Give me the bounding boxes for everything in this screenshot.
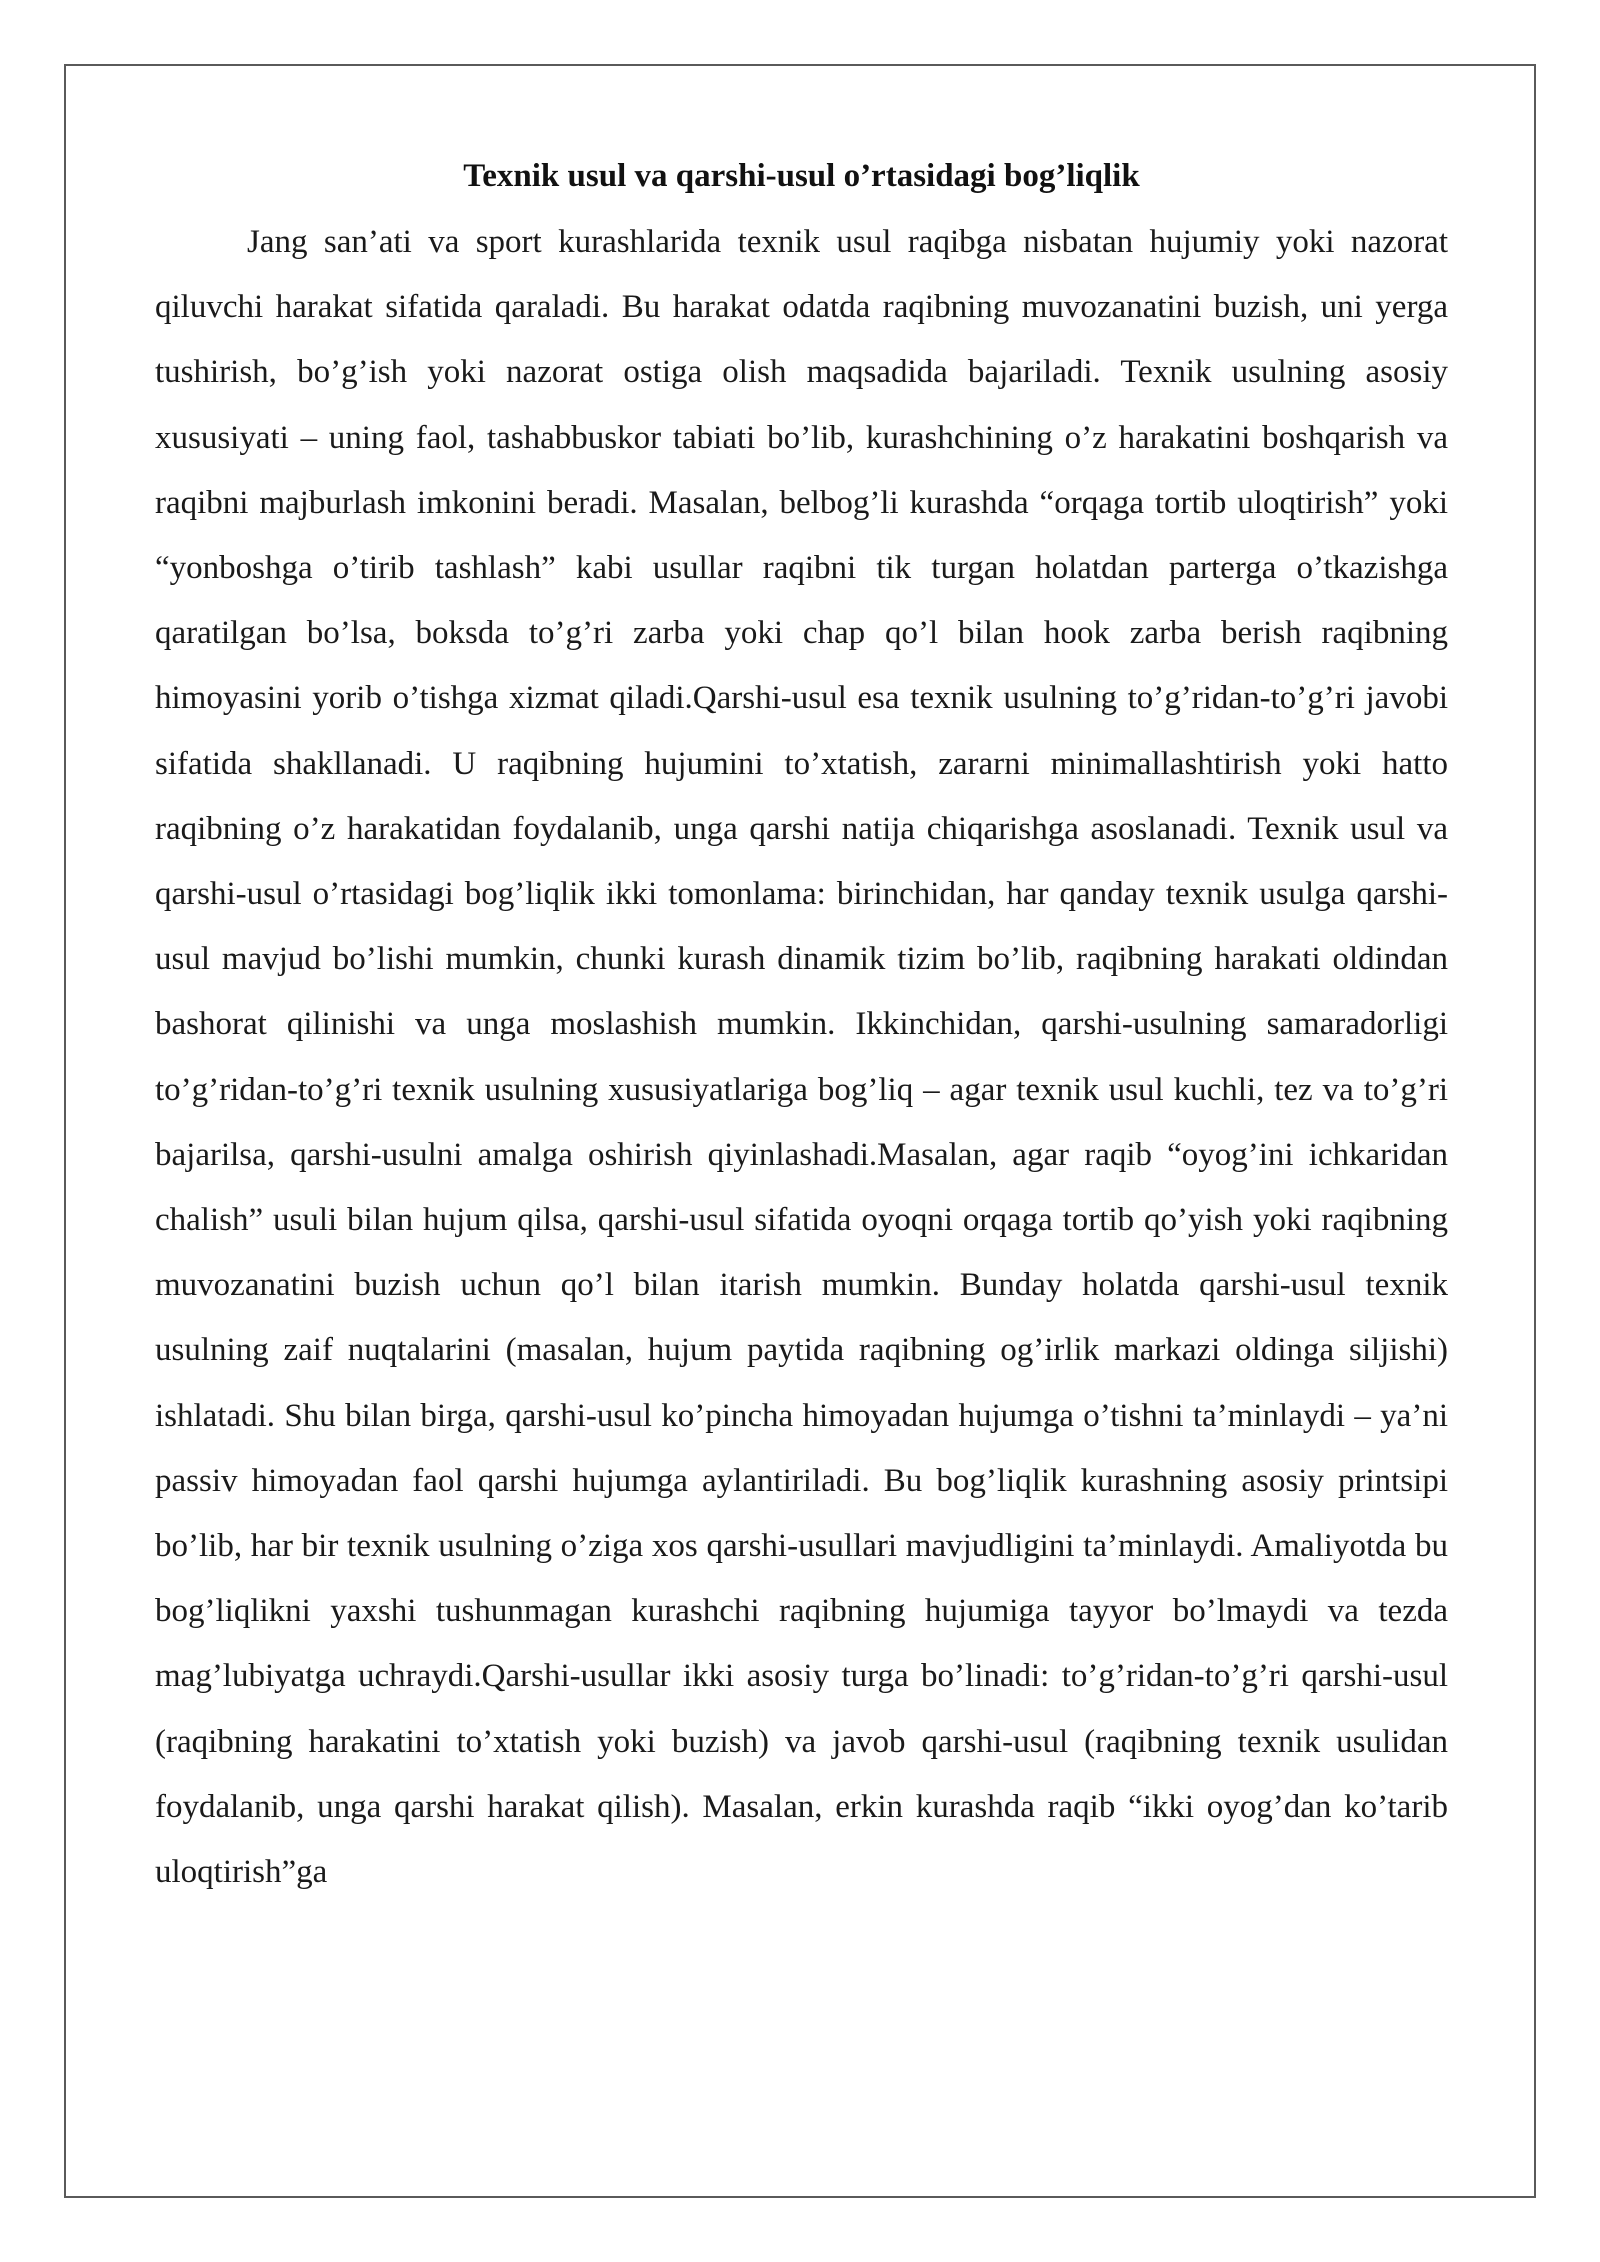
body-paragraph: Jang san’ati va sport kurashlarida texnik usul raqibga nisbatan hujumiy yoki nazorat qiluvchi harakat sifatida qaraladi. Bu harakat odatda raqibning muvozanatini buzish, uni yerga tushirish, bo’g’ish yoki nazorat ostiga olish maqsadida bajariladi. Texnik usulning asosiy xususiyati – uning faol, tashabbuskor tabiati bo’lib, kurashchining o’z harakatini boshqarish va raqibni majburlash imkonini beradi. Masalan, belbog’li kurashda “orqaga tortib uloqtirish” yoki “yonboshga o’tirib tashlash” kabi usullar raqibni tik turgan holatdan parterga o’tkazishga qaratilgan bo’lsa, boksda to’g’ri zarba yoki chap qo’l bilan hook zarba berish raqibning himoyasini yorib o’tishga xizmat qiladi.Qarshi-usul esa texnik usulning to’g’ridan-to’g’ri javobi sifatida shakllanadi. U raqibning hujumini to’xtatish, zararni minimallashtirish yoki hatto raqibning o’z harakatidan foydalanib, unga qarshi natija chiqarishga asoslanadi. Texnik usul va qarshi-usul o’rtasidagi bog’liqlik ikki tomonlama: birinchidan, har qanday texnik usulga qarshi-usul mavjud bo’lishi mumkin, chunki kurash dinamik tizim bo’lib, raqibning harakati oldindan bashorat qilinishi va unga moslashish mumkin. Ikkinchidan, qarshi-usulning samaradorligi to’g’ridan-to’g’ri texnik usulning xususiyatlariga bog’liq – agar texnik usul kuchli, tez va to’g’ri bajarilsa, qarshi-usulni amalga oshirish qiyinlashadi.Masalan, agar raqib “oyog’ini ichkaridan chalish” usuli bilan hujum qilsa, qarshi-usul sifatida oyoqni orqaga tortib qo’yish yoki raqibning muvozanatini buzish uchun qo’l bilan itarish mumkin. Bunday holatda qarshi-usul texnik usulning zaif nuqtalarini (masalan, hujum paytida raqibning og’irlik markazi oldinga siljishi) ishlatadi. Shu bilan birga, qarshi-usul ko’pincha himoyadan hujumga o’tishni ta’minlaydi – ya’ni passiv himoyadan faol qarshi hujumga aylantiriladi. Bu bog’liqlik kurashning asosiy printsipi bo’lib, har bir texnik usulning o’ziga xos qarshi-usullari mavjudligini ta’minlaydi. Amaliyotda bu bog’liqlikni yaxshi tushunmagan kurashchi raqibning hujumiga tayyor bo’lmaydi va tezda mag’lubiyatga uchraydi.Qarshi-usullar ikki asosiy turga bo’linadi: to’g’ridan-to’g’ri qarshi-usul (raqibning harakatini to’xtatish yoki buzish) va javob qarshi-usul (raqibning texnik usulidan foydalanib, unga qarshi harakat qilish). Masalan, erkin kurashda raqib “ikki oyog’dan ko’tarib uloqtirish”ga bbox=[155, 224, 1448, 1891]
document-title: Texnik usul va qarshi-usul o’rtasidagi bog’liqlik bbox=[463, 158, 1140, 194]
